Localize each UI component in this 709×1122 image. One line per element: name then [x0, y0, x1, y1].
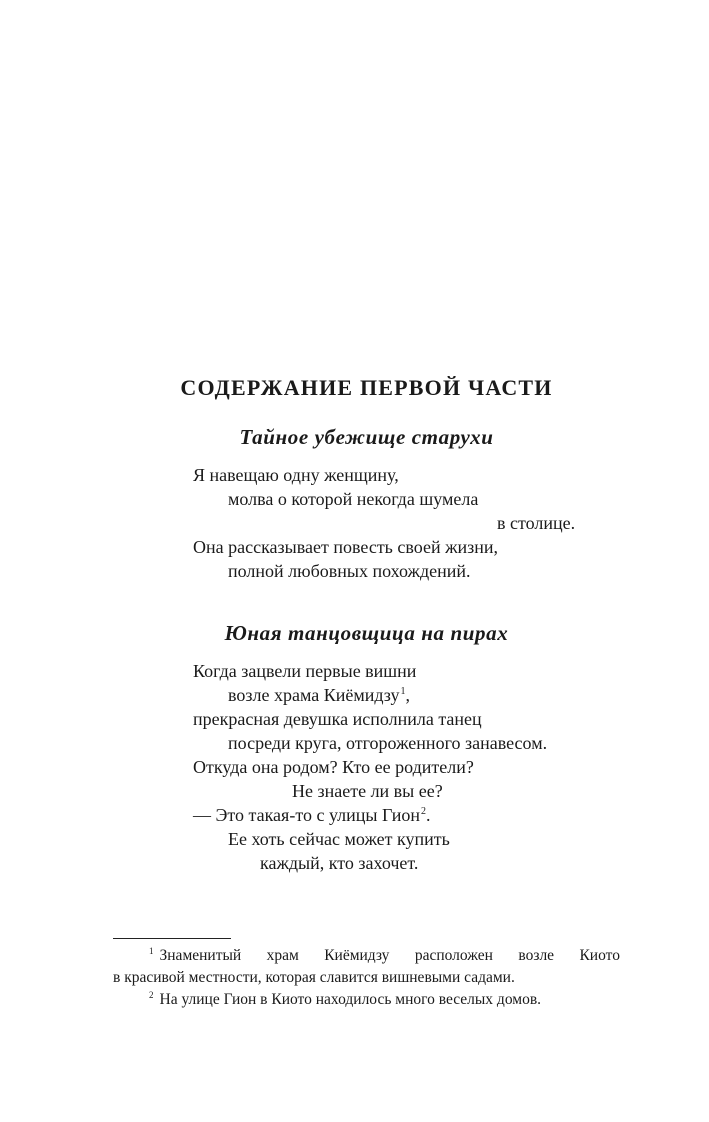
footnote-word: расположен	[414, 947, 493, 964]
footnote-1-line-2: в красивой местности, которая славится вишневыми садами.	[113, 969, 515, 986]
footnote-word-text: Знаменитый	[159, 947, 242, 964]
punctuation: ,	[405, 685, 410, 705]
poem-line: в столице.	[497, 513, 576, 533]
poem-line: Откуда она родом? Кто ее родители?	[193, 757, 474, 777]
footnote-2-text: На улице Гион в Киото находилось много веселых домов.	[159, 991, 542, 1008]
footnote-marker-1: 1	[149, 946, 154, 956]
poem-line: Я навещаю одну женщину,	[193, 465, 399, 485]
poem-line	[193, 803, 430, 827]
poem-line: молва о которой некогда шумела	[228, 489, 479, 509]
footnote-ref-2[interactable]: 2	[420, 806, 426, 817]
poem-line: Ее хоть сейчас может купить	[228, 829, 450, 849]
punctuation: .	[425, 805, 431, 825]
poem-line: Когда зацвели первые вишни	[193, 661, 417, 681]
poem-line: каждый, кто захочет.	[260, 853, 419, 873]
footnote-word: возле	[518, 947, 555, 964]
footnote-word: Киото	[579, 947, 620, 964]
footnote-1-line-1	[149, 945, 620, 967]
footnote-2	[149, 989, 541, 1011]
footnote-word: Киёмидзу	[324, 947, 390, 964]
poem-line: Не знаете ли вы ее?	[292, 781, 443, 801]
poem-line-text: возле храма Киёмидзу	[228, 685, 400, 705]
footnote-rule	[113, 938, 231, 939]
poem-line: прекрасная девушка исполнила танец	[193, 709, 482, 729]
footnote-word: храм	[266, 947, 299, 964]
footnote-marker-2: 2	[149, 990, 154, 1000]
poem-line	[228, 683, 410, 707]
footnote-ref-1[interactable]: 1	[400, 686, 406, 697]
page-title: СОДЕРЖАНИЕ ПЕРВОЙ ЧАСТИ	[180, 375, 553, 400]
section-heading-old-woman-retreat: Тайное убежище старухи	[239, 425, 494, 449]
poem-line-text: — Это такая-то с улицы Гион	[193, 805, 420, 825]
poem-line: полной любовных похождений.	[228, 561, 471, 581]
footnote-word	[149, 945, 241, 967]
poem-line: посреди круга, отгороженного занавесом.	[228, 733, 548, 753]
section-heading-young-dancer: Юная танцовщица на пирах	[224, 621, 509, 645]
poem-line: Она рассказывает повесть своей жизни,	[193, 537, 499, 557]
